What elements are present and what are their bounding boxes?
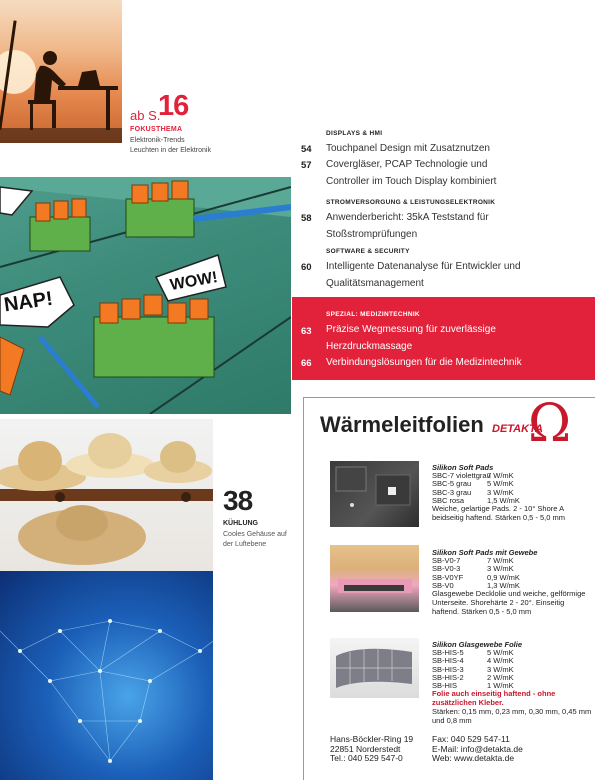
toc-entry-line: Intelligente Datenanalyse für Entwickler und (326, 261, 521, 272)
spec-row: SB-HIS 1 W/mK (432, 681, 514, 691)
spec-row: SBC-5 grau 5 W/mK (432, 479, 514, 489)
pads-fabric-photo (330, 545, 419, 612)
product-note: Weiche, gelartige Pads. 2 - 10° Shore A beidseitig haftend. Stärken 0,5 - 5,0 mm (432, 504, 565, 522)
contact-street: Hans-Böckler-Ring 19 (330, 734, 414, 744)
spec-row: SB-V0YF 0,9 W/mK (432, 572, 520, 582)
spec-row: SBC-3 grau 3 W/mK (432, 487, 514, 497)
product-spec-list (432, 649, 592, 726)
toc-entry-line: Stoßstromprüfungen (326, 229, 418, 240)
toc-page-number[interactable]: 60 (301, 262, 312, 273)
toc-entry-line: Anwenderbericht: 35kA Teststand für (326, 212, 489, 223)
toc-entry-title[interactable] (326, 321, 576, 355)
product-spec-list (432, 557, 592, 617)
toc-entry-line: Covergläser, PCAP Technologie und (326, 159, 488, 170)
toc-entry-title[interactable] (326, 156, 546, 190)
contact-address (330, 735, 413, 764)
section-heading: DISPLAYS & HMI (326, 130, 383, 137)
spec-row: SB-HIS-5 5 W/mK (432, 648, 514, 657)
toc-entry-line: Präzise Wegmessung für zuverlässige (326, 324, 496, 335)
product-note: Glasgewebe Decklolie und weiche, gelförmige Unterseite. Shorehärte 2 - 20°. Einseitig haftend. Stärken 0,5 - 5,0 mm (432, 589, 586, 616)
toc-entry-title[interactable] (326, 258, 546, 292)
toc-entry-line: Qualitätsmanagement (326, 278, 424, 289)
fokus-subtitle-2: Leuchten in der Elektronik (130, 147, 211, 154)
toc-page-number[interactable]: 57 (301, 160, 312, 171)
product-image-soft-pads (330, 461, 419, 527)
comic-connector-image (0, 177, 291, 414)
spec-row: SB-HIS-2 2 W/mK (432, 672, 514, 682)
detakta-logo-text: DETAKTA (492, 423, 543, 435)
contact-web-link[interactable]: Web: www.detakta.de (432, 753, 515, 764)
contact-email-link[interactable]: E-Mail: info@detakta.de (432, 743, 523, 754)
special-heading: SPEZIAL: MEDIZINTECHNIK (326, 311, 420, 318)
contact-city: 22851 Norderstedt (330, 743, 401, 754)
fokus-subtitle-1: Elektronik-Trends (130, 137, 185, 144)
toc-special-box (292, 297, 595, 380)
product-title: Silikon Soft Pads (432, 463, 494, 472)
spec-row: SB-V0-3 3 W/mK (432, 564, 514, 574)
spec-row: SB-HIS-4 4 W/mK (432, 656, 514, 666)
hats-image (0, 419, 213, 571)
toc-entry-title[interactable] (326, 209, 546, 243)
product-image-soft-pads-fabric (330, 545, 419, 612)
toc-entry-line: Controller im Touch Display kombiniert (326, 176, 497, 187)
pads-photo (330, 461, 419, 527)
toc-page-number[interactable]: 66 (301, 358, 312, 369)
toc-entry-line: Verbindungslösungen für die Medizintechnik (326, 357, 522, 368)
spec-row: SB-V0-7 7 W/mK (432, 556, 514, 565)
kuehlung-subtitle-1: Cooles Gehäuse auf (223, 531, 287, 538)
kuehlung-subtitle-2: der Luftebene (223, 541, 267, 548)
fokus-image-worker-silhouette (0, 0, 122, 143)
fokus-page-prefix: ab S. (130, 108, 161, 123)
omega-logo-icon: Ω (528, 394, 572, 454)
contact-fax: Fax: 040 529 547-11 (432, 734, 510, 744)
spec-row: SB-V0 1,3 W/mK (432, 580, 520, 590)
contact-tel: Tel.: 040 529 547-0 (330, 753, 403, 764)
toc-entry-line: Touchpanel Design mit Zusatznutzen (326, 143, 490, 154)
fokus-page-number[interactable]: 16 (158, 90, 189, 122)
product-image-glass-fabric (330, 638, 419, 698)
spec-row: SBC-7 violettgrau 7 W/mK (432, 471, 514, 480)
spec-row: SBC rosa 1,5 W/mK (432, 495, 520, 505)
toc-entry-title[interactable] (326, 354, 586, 371)
silhouette-illustration (0, 0, 122, 143)
toc-page-number[interactable]: 63 (301, 326, 312, 337)
network-mesh-illustration (0, 571, 213, 780)
straw-hats-illustration (0, 419, 213, 571)
fokus-label: FOKUSTHEMA (130, 126, 183, 133)
contact-online (432, 735, 523, 764)
ad-title: Wärmeleitfolien (320, 412, 484, 437)
product-title: Silikon Glasgewebe Folie (432, 640, 523, 649)
spec-row: SB-HIS-3 3 W/mK (432, 664, 514, 674)
toc-page-number[interactable]: 58 (301, 213, 312, 224)
foil-roll-photo (330, 638, 419, 698)
section-heading: STROMVERSORGUNG & LEISTUNGSELEKTRONIK (326, 199, 496, 206)
kuehlung-label: KÜHLUNG (223, 520, 258, 527)
product-note: Stärken: 0,15 mm, 0,23 mm, 0,30 mm, 0,45 mm und 0,8 mm (432, 707, 592, 725)
toc-entry-line: Herzdruckmassage (326, 341, 413, 352)
product-title: Silikon Soft Pads mit Gewebe (432, 548, 538, 557)
toc-entry-title[interactable] (326, 140, 546, 157)
section-heading: SOFTWARE & SECURITY (326, 248, 410, 255)
network-image (0, 571, 213, 780)
comic-bubble-nap: NAP! (2, 287, 55, 317)
toc-page-number[interactable]: 54 (301, 144, 312, 155)
kuehlung-page-number[interactable]: 38 (223, 485, 253, 516)
product-spec-list (432, 472, 592, 523)
comic-bubble-wow: WOW! (168, 268, 220, 295)
product-highlight: Folie auch einseitig haftend - ohne zusätzlichen Kleber. (432, 689, 556, 708)
